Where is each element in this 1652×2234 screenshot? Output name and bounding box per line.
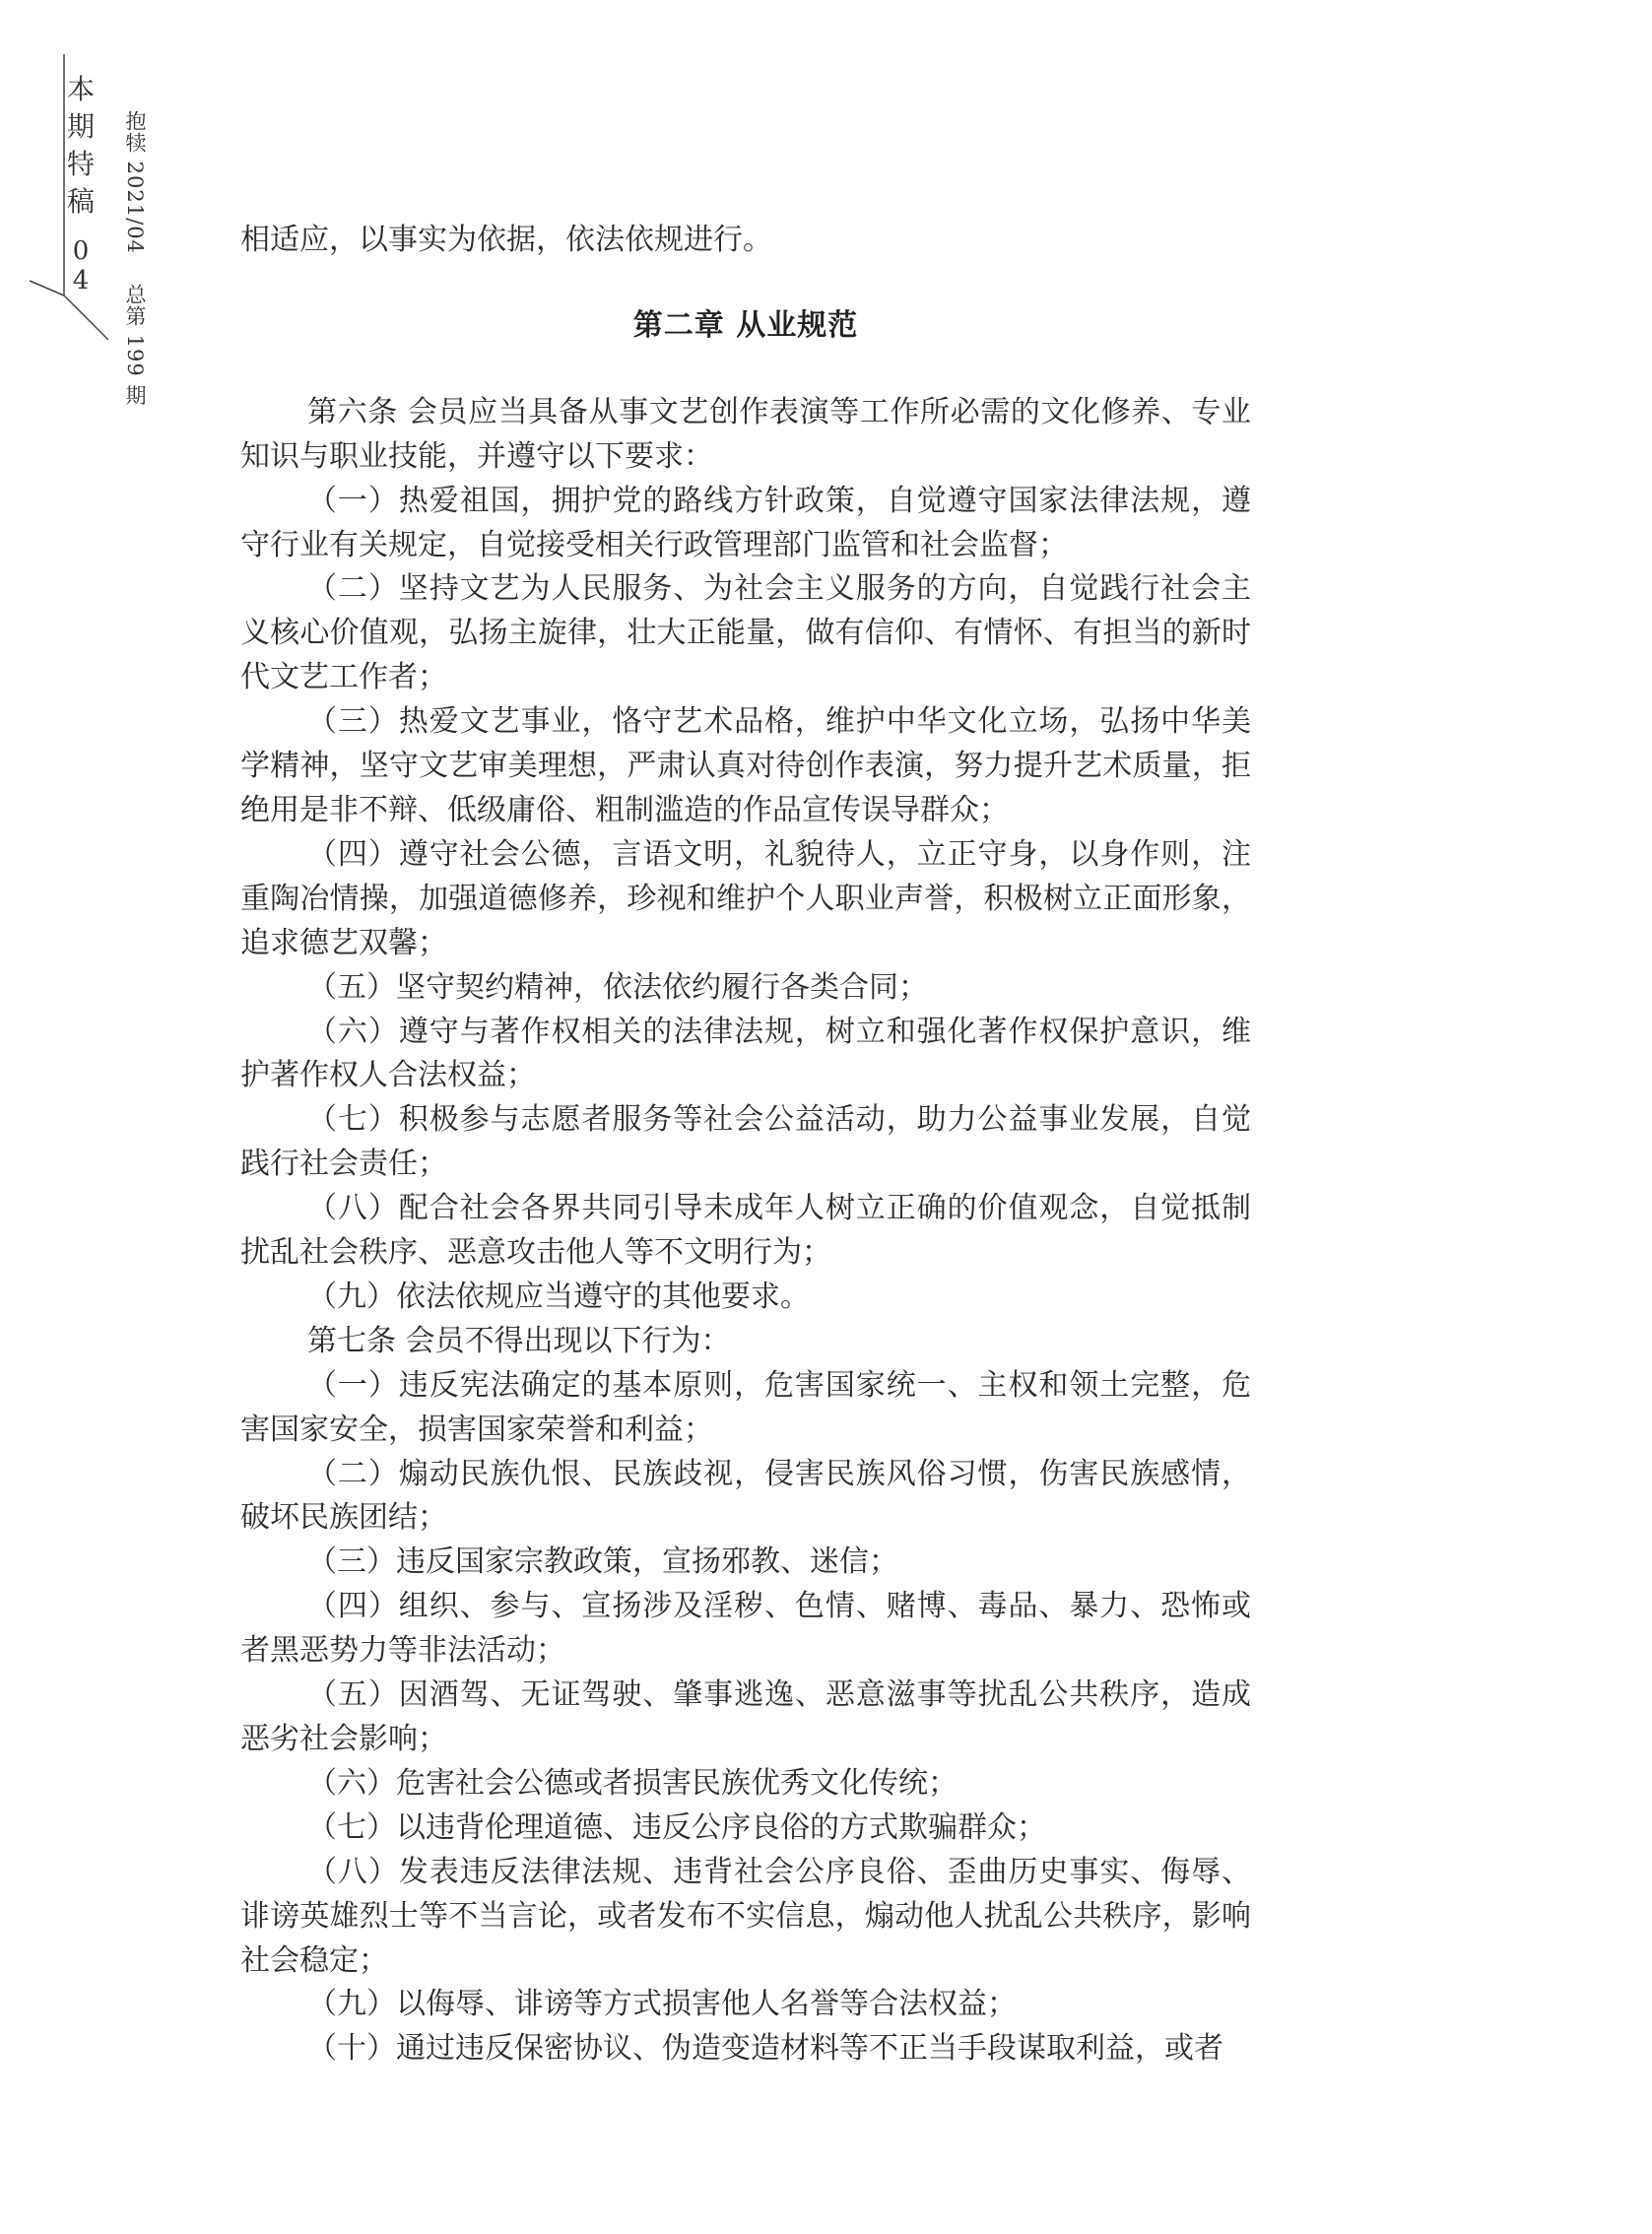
issue-total: 总第 199 期 [123, 283, 147, 407]
section-title-char: 本 [66, 73, 95, 105]
section-title [59, 71, 102, 221]
issue-info [120, 110, 150, 427]
page-number-digit: 4 [72, 266, 90, 296]
clause-paragraph: （七）积极参与志愿者服务等社会公益活动，助力公益事业发展，自觉践行社会责任； [240, 1102, 1251, 1182]
main-text [240, 219, 1251, 2071]
clause-paragraph: （五）坚守契约精神，依法依约履行各类合同； [307, 969, 928, 1005]
opening-line: 相适应，以事实为依据，依法依规进行。 [240, 223, 772, 257]
clause-paragraph: （一）违反宪法确定的基本原则，危害国家统一、主权和领土完整，危害国家安全，损害国家荣誉和利益； [240, 1367, 1251, 1447]
section-title-char: 特 [66, 148, 95, 180]
clause-paragraph: （三）违反国家宗教政策，宣扬邪教、迷信； [307, 1544, 898, 1580]
clause-paragraph: （四）遵守社会公德，言语文明，礼貌待人，立正守身，以身作则，注重陶冶情操，加强道德修养，珍视和维护个人职业声誉，积极树立正面形象，追求德艺双馨； [240, 836, 1251, 960]
issue-date: 抱犊 2021/04 [123, 110, 147, 254]
page-number-digit: 0 [72, 236, 90, 266]
article-paragraph: 第七条 会员不得出现以下行为： [307, 1323, 731, 1358]
clause-paragraph: （六）遵守与著作权相关的法律法规，树立和强化著作权保护意识，维护著作权人合法权益； [240, 1014, 1251, 1093]
clause-paragraph: （八）发表违反法律法规、违背社会公序良俗、歪曲历史事实、侮辱、诽谤英雄烈士等不当言论，或者发布不实信息，煽动他人扰乱公共秩序，影响社会稳定； [240, 1854, 1251, 1978]
clause-paragraph: （七）以违背伦理道德、违反公序良俗的方式欺骗群众； [307, 1809, 1046, 1845]
page-number [63, 236, 99, 296]
clause-paragraph: （九）依法依规应当遵守的其他要求。 [307, 1279, 810, 1314]
clause-paragraph: （一）热爱祖国，拥护党的路线方针政策，自觉遵守国家法律法规，遵守行业有关规定，自觉接受相关行政管理部门监管和社会监督； [240, 483, 1251, 562]
section-title-char: 稿 [66, 185, 95, 218]
section-title-char: 期 [66, 110, 95, 143]
article-paragraph: 第六条 会员应当具备从事文艺创作表演等工作所必需的文化修养、专业知识与职业技能，并遵守以下要求： [240, 394, 1251, 474]
clause-paragraph: （二）煽动民族仇恨、民族歧视，侵害民族风俗习惯，伤害民族感情，破坏民族团结； [240, 1456, 1251, 1536]
clause-paragraph: （三）热爱文艺事业，恪守艺术品格，维护中华文化立场，弘扬中华美学精神，坚守文艺审美理想，严肃认真对待创作表演，努力提升艺术质量，拒绝用是非不辩、低级庸俗、粗制滥造的作品宣传误导群众； [240, 704, 1251, 827]
clause-paragraph: （四）组织、参与、宣扬涉及淫秽、色情、赌博、毒品、暴力、恐怖或者黑恶势力等非法活动； [240, 1589, 1251, 1669]
clause-paragraph: （八）配合社会各界共同引导未成年人树立正确的价值观念，自觉抵制扰乱社会秩序、恶意攻击他人等不文明行为； [240, 1191, 1251, 1271]
clause-paragraph: （六）危害社会公德或者损害民族优秀文化传统； [307, 1765, 958, 1801]
clause-paragraph: （十）通过违反保密协议、伪造变造材料等不正当手段谋取利益，或者 [307, 2031, 1223, 2067]
clause-paragraph: （二）坚持文艺为人民服务、为社会主义服务的方向，自觉践行社会主义核心价值观，弘扬主旋律，壮大正能量，做有信仰、有情怀、有担当的新时代文艺工作者； [240, 571, 1251, 695]
chapter-title: 第二章 从业规范 [632, 307, 859, 343]
clause-paragraph: （五）因酒驾、无证驾驶、肇事逃逸、恶意滋事等扰乱公共秩序，造成恶劣社会影响； [240, 1677, 1251, 1756]
clause-paragraph: （九）以侮辱、诽谤等方式损害他人名誉等合法权益； [307, 1987, 1017, 2022]
